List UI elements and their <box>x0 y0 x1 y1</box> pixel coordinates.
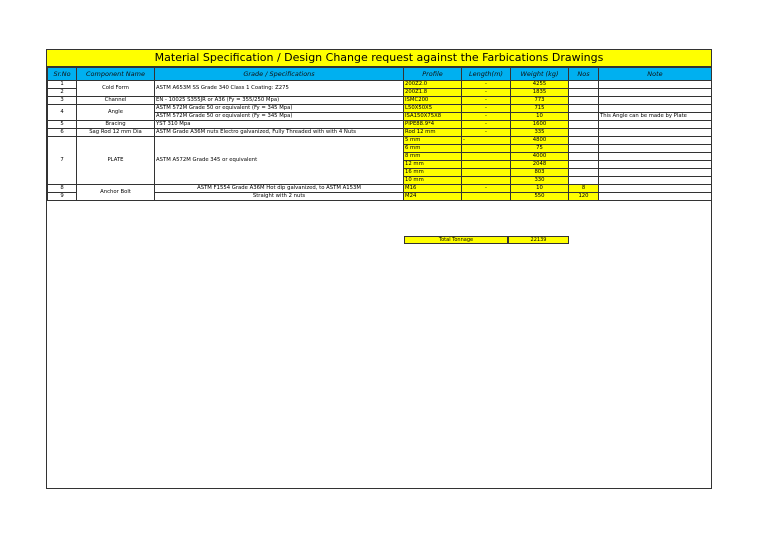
cell-srno: 1 <box>48 81 77 89</box>
cell-srno: 4 <box>48 105 77 121</box>
header-length: Length(m) <box>462 68 511 81</box>
cell-weight: 1835 <box>511 89 569 97</box>
cell-srno: 5 <box>48 121 77 129</box>
cell-note <box>599 177 712 185</box>
cell-srno: 8 <box>48 185 77 193</box>
cell-nos <box>569 97 599 105</box>
total-tonnage-value: 22139 <box>508 236 569 244</box>
cell-length: - <box>462 105 511 113</box>
cell-length: - <box>462 129 511 137</box>
cell-srno: 3 <box>48 97 77 105</box>
cell-length <box>462 161 511 169</box>
cell-weight: 4800 <box>511 137 569 145</box>
cell-length <box>462 153 511 161</box>
cell-grade: ASTM 572M Grade 50 or equivalent (Fy = 345 Mpa) <box>155 113 404 121</box>
cell-profile: 8 mm <box>404 153 462 161</box>
cell-profile: L50X50X5 <box>404 105 462 113</box>
cell-nos <box>569 137 599 145</box>
cell-grade: ASTM 572M Grade 50 or equivalent (Fy = 345 Mpa) <box>155 105 404 113</box>
cell-grade: EN - 10025 S355JR or A36 (Fy = 355/250 Mpa) <box>155 97 404 105</box>
cell-weight: 550 <box>511 193 569 201</box>
header-component: Component Name <box>77 68 155 81</box>
cell-length <box>462 145 511 153</box>
cell-profile: 200Z2.0 <box>404 81 462 89</box>
cell-component: Bracing <box>77 121 155 129</box>
cell-component: Sag Rod 12 mm Dia <box>77 129 155 137</box>
cell-component: Channel <box>77 97 155 105</box>
cell-weight: 330 <box>511 177 569 185</box>
cell-weight: 4255 <box>511 81 569 89</box>
cell-weight: 773 <box>511 97 569 105</box>
sheet-title: Material Specification / Design Change request against the Farbications Drawings <box>47 50 711 67</box>
cell-note <box>599 169 712 177</box>
header-note: Note <box>599 68 712 81</box>
cell-note <box>599 129 712 137</box>
cell-note <box>599 121 712 129</box>
cell-length: - <box>462 121 511 129</box>
cell-length <box>462 177 511 185</box>
cell-nos: 120 <box>569 193 599 201</box>
cell-weight: 715 <box>511 105 569 113</box>
cell-component: Angle <box>77 105 155 121</box>
cell-profile: M16 <box>404 185 462 193</box>
cell-length: - <box>462 137 511 145</box>
cell-profile: 12 mm <box>404 161 462 169</box>
table-row <box>48 185 712 193</box>
header-nos: Nos <box>569 68 599 81</box>
cell-profile: 6 mm <box>404 145 462 153</box>
cell-length: - <box>462 185 511 193</box>
cell-nos <box>569 89 599 97</box>
cell-nos <box>569 169 599 177</box>
cell-weight: 1600 <box>511 121 569 129</box>
cell-profile: Rod 12 mm <box>404 129 462 137</box>
cell-note <box>599 153 712 161</box>
spec-table <box>47 67 712 201</box>
cell-note <box>599 161 712 169</box>
table-row <box>48 121 712 129</box>
cell-note <box>599 105 712 113</box>
cell-length <box>462 193 511 201</box>
cell-length: - <box>462 89 511 97</box>
cell-weight: 335 <box>511 129 569 137</box>
cell-srno: 9 <box>48 193 77 201</box>
table-row <box>48 137 712 145</box>
cell-note <box>599 97 712 105</box>
cell-nos <box>569 105 599 113</box>
cell-length: - <box>462 81 511 89</box>
total-tonnage <box>404 236 569 244</box>
cell-note <box>599 193 712 201</box>
cell-profile: 200Z1.8 <box>404 89 462 97</box>
cell-nos <box>569 177 599 185</box>
cell-weight: 4000 <box>511 153 569 161</box>
cell-grade: YST 310 Mpa <box>155 121 404 129</box>
cell-srno: 6 <box>48 129 77 137</box>
cell-grade: ASTM F1554 Grade A36M Hot dip galvanized, to ASTM A153M <box>155 185 404 193</box>
cell-profile: M24 <box>404 193 462 201</box>
cell-nos <box>569 121 599 129</box>
header-profile: Profile <box>404 68 462 81</box>
cell-component: Cold Form <box>77 81 155 97</box>
cell-note: This Angle can be made by Plate <box>599 113 712 121</box>
cell-grade: ASTM A572M Grade 345 or equivalent <box>155 137 404 185</box>
cell-profile: 16 mm <box>404 169 462 177</box>
cell-profile: 5 mm <box>404 137 462 145</box>
cell-note <box>599 89 712 97</box>
cell-length: - <box>462 97 511 105</box>
table-row <box>48 81 712 89</box>
table-row <box>48 129 712 137</box>
cell-grade: ASTM A653M SS Grade 340 Class 1 Coating: Z275 <box>155 81 404 97</box>
cell-component: Anchor Bolt <box>77 185 155 201</box>
header-grade: Grade / Specifications <box>155 68 404 81</box>
header-row <box>48 68 712 81</box>
cell-component: PLATE <box>77 137 155 185</box>
cell-nos <box>569 113 599 121</box>
cell-length <box>462 169 511 177</box>
cell-note <box>599 185 712 193</box>
cell-nos: 8 <box>569 185 599 193</box>
cell-nos <box>569 81 599 89</box>
total-tonnage-label: Total Tonnage <box>404 236 508 244</box>
cell-grade: Straight with 2 nuts <box>155 193 404 201</box>
cell-note <box>599 145 712 153</box>
cell-weight: 803 <box>511 169 569 177</box>
cell-nos <box>569 153 599 161</box>
header-srno: Sr.No <box>48 68 77 81</box>
cell-nos <box>569 129 599 137</box>
table-row <box>48 105 712 113</box>
cell-profile: ISA150X75X8 <box>404 113 462 121</box>
spec-sheet <box>46 49 712 489</box>
cell-srno: 2 <box>48 89 77 97</box>
cell-weight: 75 <box>511 145 569 153</box>
header-weight: Weight (kg) <box>511 68 569 81</box>
cell-weight: 2048 <box>511 161 569 169</box>
cell-grade: ASTM Grade A36M nuts Electro galvanized, Fully Threaded with with 4 Nuts <box>155 129 404 137</box>
cell-weight: 10 <box>511 113 569 121</box>
table-row <box>48 97 712 105</box>
cell-length: - <box>462 113 511 121</box>
cell-note <box>599 137 712 145</box>
cell-nos <box>569 145 599 153</box>
cell-weight: 10 <box>511 185 569 193</box>
cell-srno: 7 <box>48 137 77 185</box>
cell-profile: 10 mm <box>404 177 462 185</box>
cell-nos <box>569 161 599 169</box>
cell-profile: PIPE88.9*4 <box>404 121 462 129</box>
cell-note <box>599 81 712 89</box>
cell-profile: ISMC200 <box>404 97 462 105</box>
